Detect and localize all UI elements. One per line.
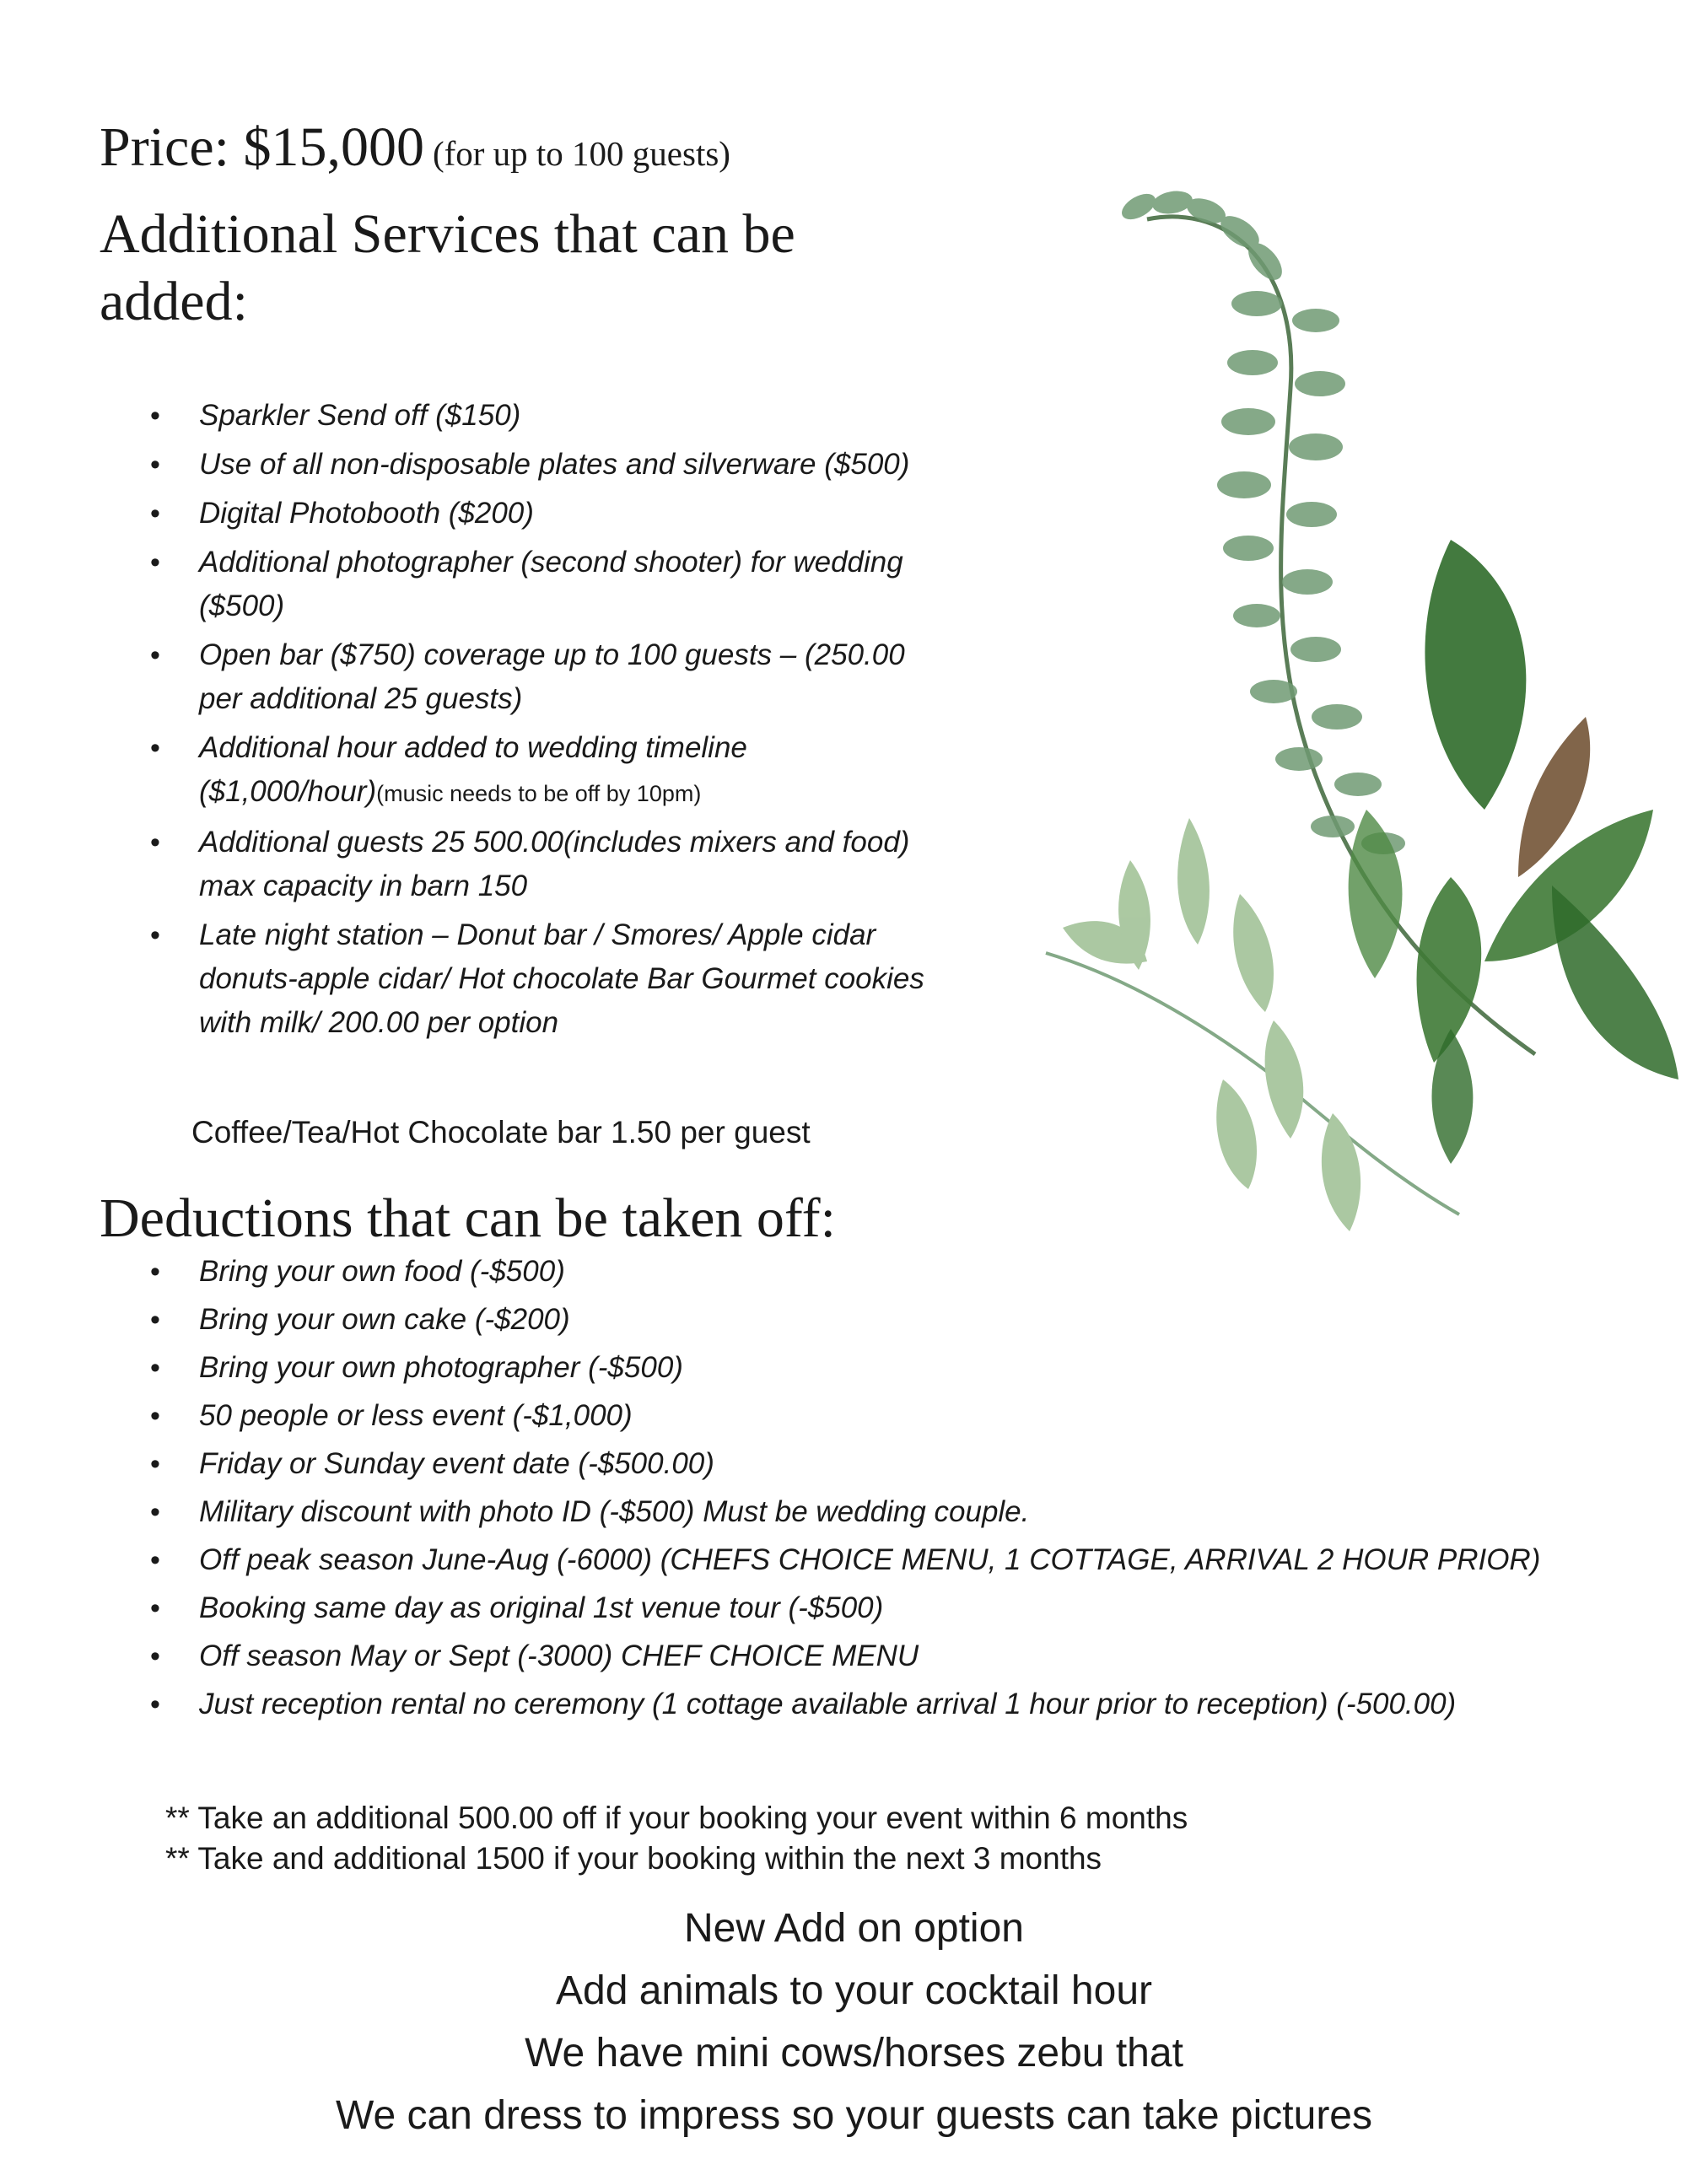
list-item: • Off peak season June-Aug (-6000) (CHEFS CHOICE MENU, 1 COTTAGE, ARRIVAL 2 HOUR PRIOR) [100, 1538, 1533, 1586]
addon-line: We can dress to impress so your guests can take pictures [336, 2093, 1372, 2138]
list-item: • Late night station – Donut bar / Smores/ Apple cidar donuts-apple cidar/ Hot chocolate Bar Gourmet cookies with milk/ 200.00 per option [100, 913, 926, 1045]
list-item: • Friday or Sunday event date (-$500.00) [100, 1442, 1533, 1490]
list-item: • Off season May or Sept (-3000) CHEF CHOICE MENU [100, 1634, 1533, 1683]
list-item: • Sparkler Send off ($150) [100, 394, 926, 438]
addon-line: We have mini cows/horses zebu that [525, 2031, 1183, 2076]
note-line: ** Take and additional 1500 if your booking within the next 3 months [165, 1841, 1102, 1876]
leaf-illustration [1012, 169, 1687, 1265]
bullet-icon: • [150, 826, 160, 859]
list-item: • Open bar ($750) coverage up to 100 guests – (250.00 per additional 25 guests) [100, 633, 926, 721]
bullet-icon: • [150, 449, 160, 481]
bullet-icon: • [150, 498, 160, 530]
bullet-icon: • [150, 1640, 160, 1672]
bullet-icon: • [150, 400, 160, 432]
addon-line: Add animals to your cocktail hour [555, 1968, 1152, 2013]
extra-notes [165, 1798, 1188, 1879]
list-item: • Additional guests 25 500.00(includes mixers and food) max capacity in barn 150 [100, 821, 926, 908]
deductions-heading: Deductions that can be taken off: [100, 1187, 836, 1249]
bullet-icon: • [150, 1496, 160, 1528]
services-heading: Additional Services that can be added: [100, 203, 795, 332]
bullet-icon: • [150, 1544, 160, 1576]
services-list [100, 394, 926, 1050]
addon-section [0, 1898, 1708, 2147]
list-item: • Additional photographer (second shooter) for wedding ($500) [100, 541, 926, 628]
list-item: • Digital Photobooth ($200) [100, 492, 926, 536]
hour-note: (music needs to be off by 10pm) [376, 781, 702, 806]
bullet-icon: • [150, 919, 160, 951]
list-item: • Bring your own photographer (-$500) [100, 1346, 1533, 1394]
price-note: (for up to 100 guests) [432, 134, 730, 173]
bullet-icon: • [150, 546, 160, 579]
deductions-list [100, 1250, 1541, 1731]
list-item: • Additional hour added to wedding timeline ($1,000/hour)(music needs to be off by 10pm) [100, 726, 926, 816]
note-line: ** Take an additional 500.00 off if your booking your event within 6 months [165, 1801, 1188, 1835]
list-item: • 50 people or less event (-$1,000) [100, 1394, 1533, 1442]
list-item: • Bring your own food (-$500) [100, 1250, 1533, 1298]
large-leaves [1349, 540, 1678, 1164]
coffee-line: Coffee/Tea/Hot Chocolate bar 1.50 per guest [191, 1115, 811, 1149]
list-item: • Use of all non-disposable plates and silverware ($500) [100, 443, 926, 487]
bullet-icon: • [150, 1352, 160, 1384]
price-line [100, 114, 730, 187]
bullet-icon: • [150, 1592, 160, 1624]
addon-title: New Add on option [684, 1906, 1024, 1951]
bullet-icon: • [150, 1400, 160, 1432]
list-item: • Booking same day as original 1st venue tour (-$500) [100, 1586, 1533, 1634]
list-item: • Bring your own cake (-$200) [100, 1298, 1533, 1346]
bullet-icon: • [150, 1256, 160, 1288]
bullet-icon: • [150, 639, 160, 671]
price-label: Price: $15,000 [100, 116, 424, 178]
list-item: • Just reception rental no ceremony (1 cottage available arrival 1 hour prior to reception) (-500.00) [100, 1683, 1533, 1731]
bullet-icon: • [150, 1304, 160, 1336]
list-item: • Military discount with photo ID (-$500) Must be wedding couple. [100, 1490, 1533, 1538]
bullet-icon: • [150, 1688, 160, 1720]
bullet-icon: • [150, 732, 160, 764]
bullet-icon: • [150, 1448, 160, 1480]
